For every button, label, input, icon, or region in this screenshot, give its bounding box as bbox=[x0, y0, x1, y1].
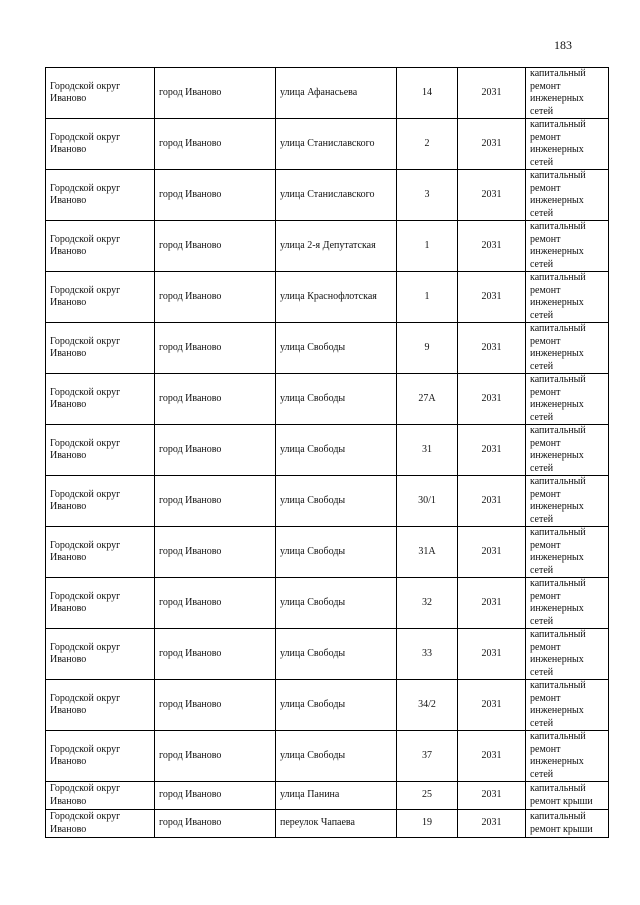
okrug-cell: Городской округ Иваново bbox=[46, 629, 155, 680]
city-cell: город Иваново bbox=[155, 782, 276, 810]
street-cell: улица Свободы bbox=[276, 578, 397, 629]
year-cell: 2031 bbox=[458, 221, 526, 272]
year-cell: 2031 bbox=[458, 425, 526, 476]
okrug-cell: Городской округ Иваново bbox=[46, 323, 155, 374]
work-type-cell: капитальный ремонт инженерных сетей bbox=[526, 578, 609, 629]
table-row bbox=[46, 578, 609, 629]
street-cell: улица Станиславского bbox=[276, 119, 397, 170]
year-cell: 2031 bbox=[458, 323, 526, 374]
table-row bbox=[46, 680, 609, 731]
table-row bbox=[46, 221, 609, 272]
year-cell: 2031 bbox=[458, 272, 526, 323]
okrug-cell: Городской округ Иваново bbox=[46, 810, 155, 838]
year-cell: 2031 bbox=[458, 680, 526, 731]
year-cell: 2031 bbox=[458, 810, 526, 838]
street-cell: улица Афанасьева bbox=[276, 68, 397, 119]
okrug-cell: Городской округ Иваново bbox=[46, 425, 155, 476]
okrug-cell: Городской округ Иваново bbox=[46, 731, 155, 782]
street-cell: улица Свободы bbox=[276, 425, 397, 476]
year-cell: 2031 bbox=[458, 731, 526, 782]
street-cell: улица 2-я Депутатская bbox=[276, 221, 397, 272]
house-number-cell: 31 bbox=[397, 425, 458, 476]
okrug-cell: Городской округ Иваново bbox=[46, 272, 155, 323]
city-cell: город Иваново bbox=[155, 425, 276, 476]
page-number: 183 bbox=[554, 38, 572, 52]
work-type-cell: капитальный ремонт инженерных сетей bbox=[526, 170, 609, 221]
work-type-cell: капитальный ремонт крыши bbox=[526, 810, 609, 838]
city-cell: город Иваново bbox=[155, 119, 276, 170]
work-type-cell: капитальный ремонт инженерных сетей bbox=[526, 629, 609, 680]
house-number-cell: 31А bbox=[397, 527, 458, 578]
street-cell: улица Краснофлотская bbox=[276, 272, 397, 323]
street-cell: улица Свободы bbox=[276, 323, 397, 374]
okrug-cell: Городской округ Иваново bbox=[46, 119, 155, 170]
table-row bbox=[46, 629, 609, 680]
year-cell: 2031 bbox=[458, 374, 526, 425]
house-number-cell: 34/2 bbox=[397, 680, 458, 731]
okrug-cell: Городской округ Иваново bbox=[46, 782, 155, 810]
table-row bbox=[46, 68, 609, 119]
city-cell: город Иваново bbox=[155, 629, 276, 680]
table-row bbox=[46, 170, 609, 221]
table-row bbox=[46, 810, 609, 838]
work-type-cell: капитальный ремонт инженерных сетей bbox=[526, 425, 609, 476]
table-row bbox=[46, 476, 609, 527]
registry-table-body bbox=[46, 68, 609, 838]
house-number-cell: 19 bbox=[397, 810, 458, 838]
table-row bbox=[46, 272, 609, 323]
city-cell: город Иваново bbox=[155, 221, 276, 272]
okrug-cell: Городской округ Иваново bbox=[46, 527, 155, 578]
registry-table bbox=[45, 67, 609, 838]
house-number-cell: 2 bbox=[397, 119, 458, 170]
house-number-cell: 14 bbox=[397, 68, 458, 119]
city-cell: город Иваново bbox=[155, 272, 276, 323]
street-cell: улица Свободы bbox=[276, 527, 397, 578]
house-number-cell: 9 bbox=[397, 323, 458, 374]
work-type-cell: капитальный ремонт инженерных сетей bbox=[526, 680, 609, 731]
city-cell: город Иваново bbox=[155, 374, 276, 425]
city-cell: город Иваново bbox=[155, 578, 276, 629]
year-cell: 2031 bbox=[458, 68, 526, 119]
street-cell: улица Свободы bbox=[276, 374, 397, 425]
street-cell: улица Свободы bbox=[276, 731, 397, 782]
house-number-cell: 1 bbox=[397, 272, 458, 323]
okrug-cell: Городской округ Иваново bbox=[46, 578, 155, 629]
work-type-cell: капитальный ремонт инженерных сетей bbox=[526, 731, 609, 782]
table-row bbox=[46, 731, 609, 782]
work-type-cell: капитальный ремонт инженерных сетей bbox=[526, 374, 609, 425]
house-number-cell: 33 bbox=[397, 629, 458, 680]
house-number-cell: 27А bbox=[397, 374, 458, 425]
house-number-cell: 3 bbox=[397, 170, 458, 221]
street-cell: переулок Чапаева bbox=[276, 810, 397, 838]
table-row bbox=[46, 323, 609, 374]
year-cell: 2031 bbox=[458, 119, 526, 170]
house-number-cell: 30/1 bbox=[397, 476, 458, 527]
street-cell: улица Станиславского bbox=[276, 170, 397, 221]
city-cell: город Иваново bbox=[155, 68, 276, 119]
okrug-cell: Городской округ Иваново bbox=[46, 170, 155, 221]
street-cell: улица Свободы bbox=[276, 629, 397, 680]
okrug-cell: Городской округ Иваново bbox=[46, 476, 155, 527]
table-row bbox=[46, 119, 609, 170]
house-number-cell: 37 bbox=[397, 731, 458, 782]
work-type-cell: капитальный ремонт инженерных сетей bbox=[526, 68, 609, 119]
city-cell: город Иваново bbox=[155, 731, 276, 782]
work-type-cell: капитальный ремонт инженерных сетей bbox=[526, 476, 609, 527]
house-number-cell: 32 bbox=[397, 578, 458, 629]
street-cell: улица Панина bbox=[276, 782, 397, 810]
table-row bbox=[46, 425, 609, 476]
year-cell: 2031 bbox=[458, 782, 526, 810]
year-cell: 2031 bbox=[458, 170, 526, 221]
year-cell: 2031 bbox=[458, 629, 526, 680]
year-cell: 2031 bbox=[458, 527, 526, 578]
work-type-cell: капитальный ремонт инженерных сетей bbox=[526, 221, 609, 272]
okrug-cell: Городской округ Иваново bbox=[46, 374, 155, 425]
okrug-cell: Городской округ Иваново bbox=[46, 68, 155, 119]
year-cell: 2031 bbox=[458, 578, 526, 629]
street-cell: улица Свободы bbox=[276, 476, 397, 527]
city-cell: город Иваново bbox=[155, 476, 276, 527]
city-cell: город Иваново bbox=[155, 323, 276, 374]
okrug-cell: Городской округ Иваново bbox=[46, 221, 155, 272]
work-type-cell: капитальный ремонт инженерных сетей bbox=[526, 272, 609, 323]
table-row bbox=[46, 527, 609, 578]
street-cell: улица Свободы bbox=[276, 680, 397, 731]
city-cell: город Иваново bbox=[155, 680, 276, 731]
work-type-cell: капитальный ремонт инженерных сетей bbox=[526, 527, 609, 578]
city-cell: город Иваново bbox=[155, 810, 276, 838]
city-cell: город Иваново bbox=[155, 170, 276, 221]
work-type-cell: капитальный ремонт крыши bbox=[526, 782, 609, 810]
table-row bbox=[46, 374, 609, 425]
work-type-cell: капитальный ремонт инженерных сетей bbox=[526, 323, 609, 374]
okrug-cell: Городской округ Иваново bbox=[46, 680, 155, 731]
house-number-cell: 1 bbox=[397, 221, 458, 272]
house-number-cell: 25 bbox=[397, 782, 458, 810]
year-cell: 2031 bbox=[458, 476, 526, 527]
city-cell: город Иваново bbox=[155, 527, 276, 578]
work-type-cell: капитальный ремонт инженерных сетей bbox=[526, 119, 609, 170]
table-row bbox=[46, 782, 609, 810]
